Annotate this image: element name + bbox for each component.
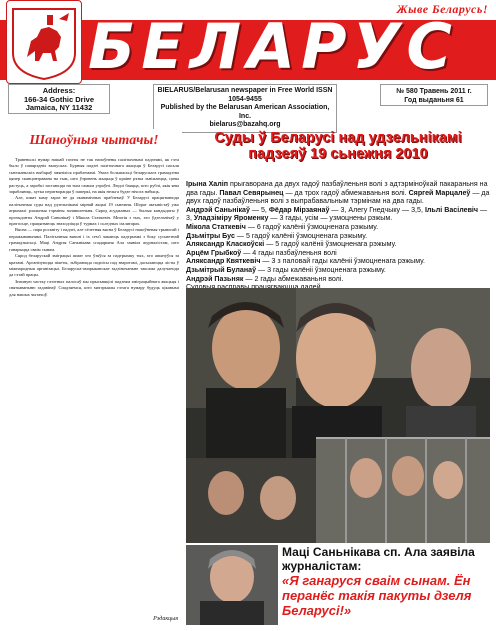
quote-text (282, 545, 488, 618)
verdict-text: — 2 гады абмежаваньня волі. (243, 274, 344, 283)
verdict-line (186, 223, 490, 232)
issue-box (380, 84, 488, 106)
defendant-name: Мікола Статкевіч (186, 222, 246, 231)
main-headline: Суды ў Беларусі над удзельнікамі падзеяў 19 сьнежня 2010 (214, 130, 462, 162)
verdict-text: — да двух гадоў пазбаўленьня волі з выпрабавальным тэрмінам на два гады. (186, 188, 490, 206)
publisher-line-2: Published by the Belarusan American Association, Inc. (160, 104, 330, 120)
editorial-text (6, 153, 182, 609)
editorial-paragraph: Значную частку газэтных палосаў мы прысьвяцілі падзеям эміграцыйнага жыцьця і святкаваньню гадавінаў. Спадзяемся, што матэрыялы гэтага нумару будуць цікавымі для нашых чытачоў. (9, 278, 179, 297)
defendant-name: Сяргей Марцалеў (408, 188, 471, 197)
verdict-text: — 4 гады пазбаўленьня волі (241, 248, 337, 257)
verdict-line (186, 180, 490, 206)
verdict-text: — да трох гадоў абмежаваньня волі. (283, 188, 409, 197)
verdict-line (186, 275, 490, 284)
defendant-name: Аляксандр Квяткевіч (186, 257, 261, 266)
address-street: 166-34 Gothic Drive (23, 94, 95, 104)
verdict-text: — 5, (249, 205, 269, 214)
verdict-text: — 3 гады, усім — узмоцнены рэжым. (268, 214, 393, 223)
masthead (0, 0, 496, 82)
newspaper-title: БЕЛАРУС (88, 10, 458, 83)
verdict-text: прыгаворана да двух гадоў пазбаўленьня волі з адтэрміноўкай пакараньня на два гады. (186, 180, 488, 197)
verdict-line (186, 240, 490, 249)
publisher-email[interactable]: bielarus@bazahq.org (209, 121, 281, 128)
verdict-line (186, 232, 490, 241)
defendant-name: Ільлі Васілевіч (424, 205, 479, 214)
defendant-name: Дзьмітры Бус (186, 231, 235, 240)
verdict-text: — 3, Алегу Гнедчыку — 3,5, (329, 205, 423, 214)
address-label: Address: (42, 86, 76, 95)
verdict-line (186, 266, 490, 275)
editorial-column (6, 129, 182, 625)
verdict-line (186, 257, 490, 266)
verdict-line (186, 206, 490, 223)
issue-year: Год выданьня 61 (404, 96, 464, 104)
verdict-text: — 5 гадоў калёніі ўзмоцненага рэжыму. (234, 231, 368, 240)
info-row (0, 84, 496, 126)
courtroom-photo (186, 288, 490, 543)
publisher-line-1: BIELARUS/Belarusan newspaper in Free World ISSN 1054-9455 (157, 87, 333, 103)
address-city: Jamaica, NY 11432 (25, 103, 93, 112)
defendant-name: Фёдар Мірзаянаў (268, 205, 330, 214)
editorial-paragraph: Але, шмат каму зараз не да эканамічных праблемаў. У Беларусі працягваюцца палітычныя суды над удзельнікамі мірнай акцыі 19 сьнежня. Шэраг актывістаў ужо атрымалі рэальныя тэрміны зьняволеньня. Сярод асуджаных — былыя кандыдаты ў прэзыдэнты Андрэй Саньнікаў і Мікола Статкевіч. Многія з тых, хто ўдзельнічаў у пратэсьце, працягваюць знаходзіцца ў турмах і сьледчых ізалятарах. (9, 195, 179, 227)
defendant-name: Уладзіміру Яроменку (193, 214, 269, 223)
issue-number: № 580 Травень 2011 г. (396, 88, 472, 95)
verdict-text: — 5 гадоў калёніі ўзмоцненага рэжыму. (264, 240, 397, 249)
address-box (8, 84, 110, 114)
defendant-name: Дзьмітрый Буланаў (186, 265, 257, 274)
mother-portrait-photo (186, 545, 278, 625)
editorial-paragraph: Вясна — пара росквіту і надзеі, але сёлетняя вясна ў Беларусі напоўненая трывогай і перажываньнямі. Палітычныя вязьні і іх сем'і чакаюць падтрымкі з боку сусьветнай грамадзкасьці. Маці Андрэя Саньнікава спадарыня Ала заявіла журналістам, што ганарыцца сваім сынам. (9, 227, 179, 252)
verdict-line (186, 249, 490, 258)
verdict-text: — 3, (186, 205, 488, 223)
defendant-name: Андрэй Пазьняк (186, 274, 244, 283)
editorial-title: Шаноўныя чытачы! (6, 129, 182, 153)
publisher-box (153, 84, 337, 133)
quote-lead: Маці Саньнікава сп. Ала заявіла журналістам: (282, 545, 475, 573)
verdicts-list (186, 180, 490, 284)
defendant-name: Аляксандр Класкоўскі (186, 240, 265, 249)
editorial-paragraph: Сярод беларускай эміграцыі шмат хто ўзяўся за падтрымку тых, хто апынуўся за кратамі. Арганізуюцца пікеты, зьбіраюцца подпісы пад зваротамі, дасылаюцца лісты ў міжнародныя арганізацыі. Беларуска-амэрыканскае задзіночаньне таксама далучаецца да гэтай працы. (9, 253, 179, 278)
quote-statement: «Я ганаруся сваім сынам. Ён перанёс такія пакуты дзеля Беларусі!» (282, 573, 472, 618)
verdict-text: — 3 з паловай гады калёніі ўзмоцненага рэжыму. (260, 257, 425, 266)
defendant-name: Павал Севярынец (219, 188, 284, 197)
verdict-text: — 6 гадоў калёніі ўзмоцненага рэжыму. (245, 222, 379, 231)
editorial-paragraph: Травеньскі нумар нашай газэты не так напоўнены палітычнымі падзеямі, як гэта было ў папярэдніх выпусках. Бурныя падзеі палітычнага жыцьця ў Беларусі пасьля сьнежаньскіх выбараў змяніліся праблемамі. Увага большасьці беларускага грамадзтва цяпер сканцэнтравана на тым, што ўзровень жыцьця ў краіне рэзка зьніжаецца, цэны растуць, а заробкі застаюцца на тым самым узроўні. Людзі баяцца, што рублі, якія яны зарабляюць, хутка ператворацца ў паперкі, на якія нельга будзе нічога набыць. (9, 157, 179, 195)
defendant-name: Андрэй Саньнікаў (186, 205, 250, 214)
pahonia-emblem-icon (6, 0, 82, 84)
editorial-signature: Рэдакцыя (153, 616, 178, 622)
quote-box (186, 545, 490, 625)
defendant-name: Арцём Грыбкоў (186, 248, 242, 257)
verdict-text: — 3 гады калёніі ўзмоцненага рэжыму. (256, 265, 386, 274)
defendant-name: Ірына Халіп (186, 180, 229, 188)
tagline: Жыве Беларусь! (396, 2, 488, 16)
